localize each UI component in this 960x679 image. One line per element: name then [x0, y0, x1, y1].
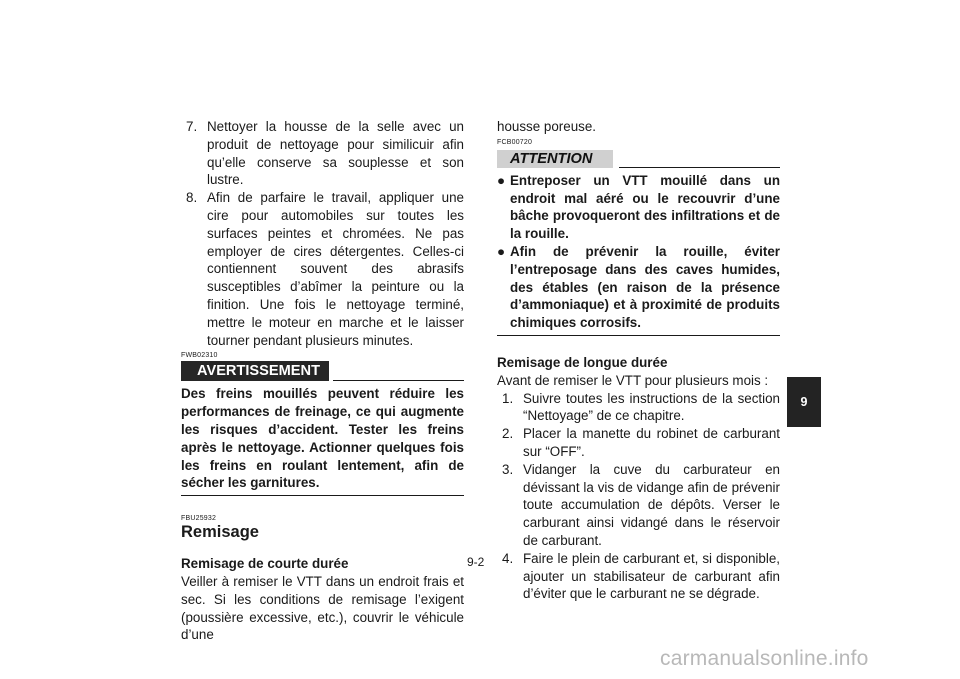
warning-badge — [181, 361, 329, 381]
subsection-title: Remisage de courte durée — [181, 556, 349, 572]
step-number: 2. — [502, 426, 514, 442]
section-title: Remisage — [181, 523, 259, 542]
intro-text: Avant de remiser le VTT pour plusieurs mois : — [497, 372, 769, 388]
step-number: 7. — [186, 119, 198, 134]
bullet-text: Entreposer un VTT mouillé dans un endroit mal aéré ou le recouvrir d’une bâche provoqueront des infiltrations et de la rouille. — [510, 172, 780, 242]
right-column — [497, 118, 780, 603]
step-text: Placer la manette du robinet de carburant sur “OFF”. — [523, 426, 780, 459]
step-number: 4. — [502, 550, 514, 566]
warning-label: AVERTISSEMENT — [197, 363, 320, 380]
page-number: 9-2 — [467, 555, 485, 569]
step-3 — [497, 461, 780, 550]
step-number: 1. — [502, 390, 514, 406]
chapter-tab[interactable]: 9 — [787, 377, 821, 427]
subsection-text: Veiller à remiser le VTT dans un endroit frais et sec. Si les conditions de remisage l’exigent (poussière excessive, etc.), couvrir le véhicule d’une — [181, 573, 464, 643]
step-text: Afin de parfaire le travail, appliquer une cire pour automobiles sur toutes les surfaces peintes et chromées. Ne pas employer de cires détergentes. Celles-ci contiennent souvent des abrasifs susceptibles d’abîmer la peinture ou la finition. Une fois le nettoyage terminé, mettre le moteur en marche et le laisser tourner pendant plusieurs minutes. — [207, 190, 464, 348]
step-number: 8. — [186, 190, 198, 206]
warning-rule — [333, 374, 464, 381]
bullet-dot-icon: ● — [497, 172, 506, 188]
continuation-text: housse poreuse. — [497, 119, 597, 134]
step-1 — [497, 390, 780, 426]
attention-block — [497, 172, 780, 336]
step-8 — [181, 189, 464, 349]
warning-text: Des freins mouillés peuvent réduire les performances de freinage, ce qui augmente les risques d’accident. Tester les freins après le nettoyage. Actionner quelques fois les freins en roulant lentement, afin de sécher les garnitures. — [181, 385, 464, 496]
step-text: Faire le plein de carburant et, si disponible, ajouter un stabilisateur de carburant afin d’éviter que le carburant ne se dégrade. — [523, 550, 780, 602]
attention-header — [497, 147, 780, 168]
warning-code: FWB02310 — [181, 352, 218, 360]
attention-code: FCB00720 — [497, 138, 533, 146]
step-7 — [181, 118, 464, 189]
section-code: FBU25932 — [181, 515, 217, 523]
step-text: Suivre toutes les instructions de la section “Nettoyage” de ce chapitre. — [523, 390, 780, 424]
step-4 — [497, 550, 780, 603]
attention-rule — [619, 161, 780, 168]
step-2 — [497, 425, 780, 461]
subsection-title: Remisage de longue durée — [497, 354, 668, 370]
left-column — [181, 118, 464, 644]
step-text: Nettoyer la housse de la selle avec un produit de nettoyage pour similicuir afin qu’elle conserve sa souplesse et son lustre. — [207, 119, 464, 188]
watermark: carmanualsonline.info — [660, 647, 869, 670]
attention-bullet — [497, 243, 780, 332]
attention-badge: ATTENTION — [497, 150, 613, 168]
warning-header — [181, 360, 464, 381]
attention-bullet — [497, 172, 780, 243]
bullet-dot-icon: ● — [497, 243, 506, 259]
step-text: Vidanger la cuve du carburateur en dévissant la vis de vidange afin de prévenir toute accumulation de dépôts. Verser le carburant ainsi vidangé dans le réservoir de carburant. — [523, 461, 780, 548]
step-number: 3. — [502, 461, 514, 477]
bullet-text: Afin de prévenir la rouille, éviter l’entreposage dans des caves humides, des étables (en raison de la présence d’ammoniaque) et à proximité de produits chimiques corrosifs. — [510, 243, 780, 331]
